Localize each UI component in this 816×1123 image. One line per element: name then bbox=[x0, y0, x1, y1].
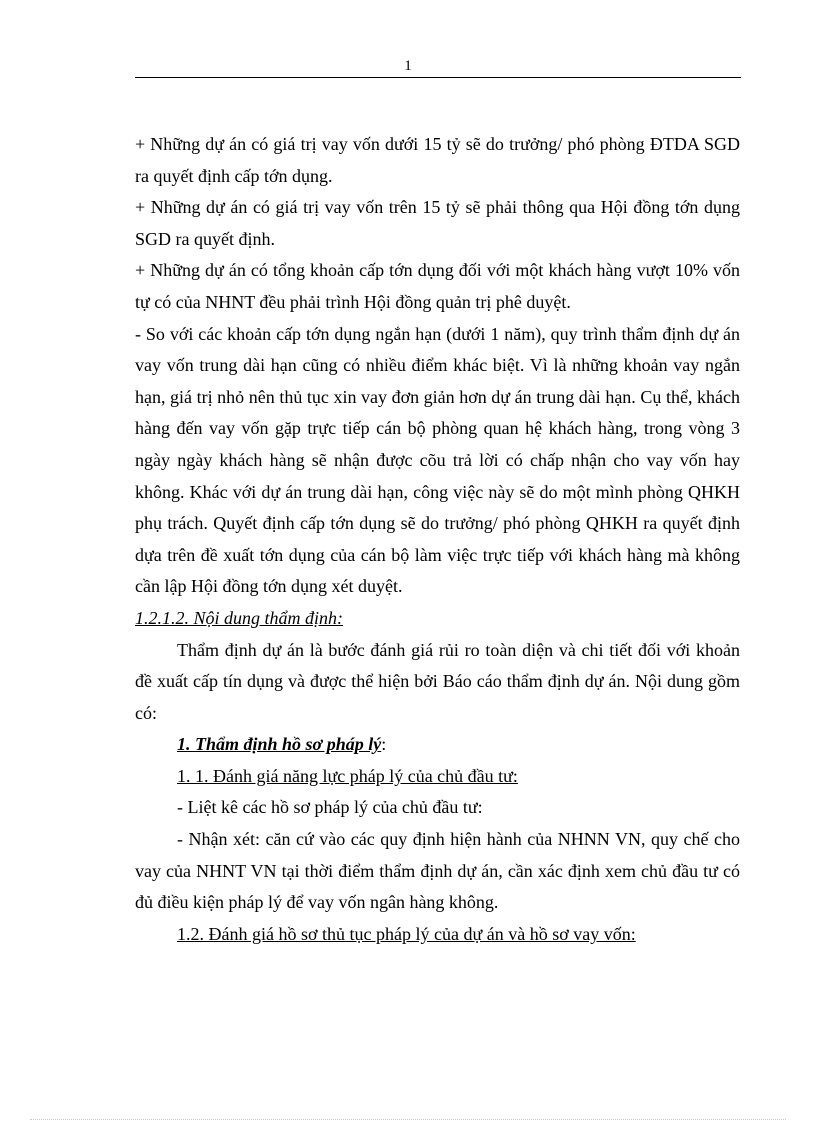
header-rule bbox=[135, 77, 741, 78]
paragraph-list-legal-docs: - Liệt kê các hồ sơ pháp lý của chủ đầu tư: bbox=[177, 797, 483, 818]
heading-legal-dossier bbox=[135, 729, 740, 761]
heading-investor-legal-capacity-text: 1. 1. Đánh giá năng lực pháp lý của chủ đầu tư: bbox=[177, 765, 518, 786]
paragraph-appraisal-definition: Thẩm định dự án là bước đánh giá rủi ro toàn diện và chi tiết đối với khoản đề xuất cấp tín dụng và được thể hiện bởi Báo cáo thẩm định dự án. Nội dung gồm có: bbox=[135, 639, 740, 723]
document-body bbox=[135, 129, 740, 950]
paragraph-loans-under-15b: + Những dự án có giá trị vay vốn dưới 15 tỷ sẽ do trưởng/ phó phòng ĐTDA SGD ra quyết định cấp tớn dụng. bbox=[135, 134, 740, 186]
paragraph-assessment: - Nhận xét: căn cứ vào các quy định hiện hành của NHNN VN, quy chế cho vay của NHNT VN tại thời điểm thẩm định dự án, cần xác định xem chủ đầu tư có đủ điều kiện pháp lý để vay vốn ngân hàng không. bbox=[135, 829, 740, 913]
paragraph-loans-over-15b: + Những dự án có giá trị vay vốn trên 15 tỷ sẽ phải thông qua Hội đồng tớn dụng SGD ra quyết định. bbox=[135, 197, 740, 249]
footer-rule bbox=[30, 1119, 786, 1120]
heading-project-legal-procedure bbox=[135, 919, 740, 951]
paragraph-short-term-comparison: - So với các khoản cấp tớn dụng ngắn hạn (dưới 1 năm), quy trình thẩm định dự án vay vốn trung dài hạn cũng có nhiều điểm khác biệt. Vì là những khoản vay ngắn hạn, giá trị nhỏ nên thủ tục xin vay đơn giản hơn dự án trung dài hạn. Cụ thể, khách hàng đến vay vốn gặp trực tiếp cán bộ phòng quan hệ khách hàng, trong vòng 3 ngày ngày khách hàng sẽ nhận được cõu trả lời có chấp nhận cho vay vốn hay không. Khác với dự án trung dài hạn, công việc này sẽ do một mình phòng QHKH phụ trách. Quyết định cấp tớn dụng sẽ do trưởng/ phó phòng QHKH ra quyết định dựa trên đề xuất tớn dụng của cán bộ làm việc trực tiếp với khách hàng mà không cần lập Hội đồng tớn dụng xét duyệt. bbox=[135, 323, 740, 597]
page-number: 1 bbox=[404, 58, 412, 74]
heading-investor-legal-capacity bbox=[135, 761, 740, 793]
heading-project-legal-procedure-text: 1.2. Đánh giá hồ sơ thủ tục pháp lý của dự án và hồ sơ vay vốn: bbox=[177, 923, 636, 944]
heading-legal-dossier-text: 1. Thẩm định hồ sơ pháp lý bbox=[177, 734, 382, 755]
heading-legal-dossier-colon: : bbox=[381, 734, 387, 755]
section-heading-appraisal-content: 1.2.1.2. Nội dung thẩm định: bbox=[135, 607, 344, 628]
paragraph-loans-over-10-percent: + Những dự án có tổng khoản cấp tớn dụng đối với một khách hàng vượt 10% vốn tự có của NHNT đều phải trình Hội đồng quản trị phê duyệt. bbox=[135, 260, 740, 312]
